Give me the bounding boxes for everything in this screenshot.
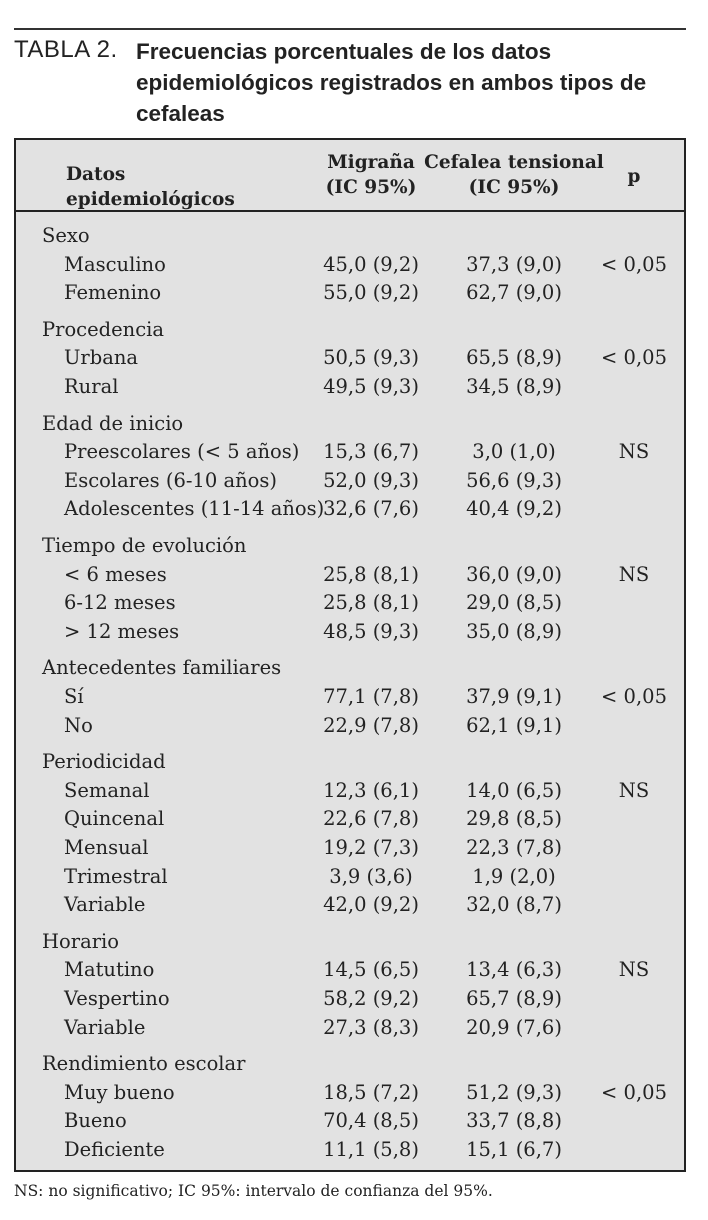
group-label: Tiempo de evolución	[42, 534, 247, 557]
row-label: Sí	[64, 685, 84, 708]
row-label: Femenino	[64, 281, 162, 305]
cell-migrana: 25,8 (8,1)	[323, 591, 419, 615]
cell-tensional: 1,9 (2,0)	[472, 864, 556, 888]
header-migrana-line2: (IC 95%)	[325, 177, 417, 198]
table-row	[16, 373, 684, 401]
table-row	[16, 805, 684, 833]
table-label: TABLA 2.	[14, 36, 118, 63]
cell-tensional: 65,7 (8,9)	[466, 987, 562, 1010]
row-label: Deficiente	[64, 1138, 165, 1161]
table-header	[16, 140, 684, 212]
cell-migrana: 32,6 (7,6)	[323, 497, 419, 521]
table-row	[16, 985, 684, 1013]
group-label: Edad de inicio	[42, 411, 184, 435]
row-label: > 12 meses	[64, 619, 180, 643]
row-label: Trimestral	[64, 864, 168, 888]
table-row	[16, 1107, 684, 1135]
cell-tensional: 51,2 (9,3)	[466, 1080, 562, 1104]
header-tensional	[422, 150, 606, 200]
cell-tensional: 37,9 (9,1)	[466, 685, 562, 708]
cell-migrana: 19,2 (7,3)	[323, 836, 419, 859]
cell-tensional: 62,7 (9,0)	[466, 281, 562, 305]
table-row	[16, 251, 684, 279]
row-label: Matutino	[64, 958, 155, 982]
cell-migrana: 14,5 (6,5)	[323, 958, 419, 982]
table-row	[16, 344, 684, 372]
row-label: Rural	[64, 375, 119, 398]
cell-tensional: 37,3 (9,0)	[466, 252, 562, 276]
row-label: Urbana	[64, 346, 139, 370]
group-row	[16, 532, 684, 560]
row-label: Quincenal	[64, 807, 165, 831]
cell-migrana: 12,3 (6,1)	[323, 778, 419, 802]
cell-migrana: 55,0 (9,2)	[323, 281, 419, 305]
table-row	[16, 891, 684, 919]
header-tensional-line2: (IC 95%)	[468, 177, 560, 198]
cell-p: NS	[618, 778, 650, 802]
cell-tensional: 34,5 (8,9)	[466, 375, 562, 398]
cell-tensional: 13,4 (6,3)	[466, 958, 562, 982]
row-label: No	[64, 713, 93, 737]
cell-tensional: 29,8 (8,5)	[466, 807, 562, 831]
cell-migrana: 22,9 (7,8)	[323, 713, 419, 737]
group-label: Procedencia	[42, 317, 165, 341]
table-row	[16, 1136, 684, 1164]
cell-tensional: 36,0 (9,0)	[466, 562, 562, 586]
group-row	[16, 1050, 684, 1078]
footnote: NS: no significativo; IC 95%: intervalo de confianza del 95%.	[14, 1182, 493, 1200]
cell-tensional: 15,1 (6,7)	[466, 1138, 562, 1161]
group-label: Periodicidad	[42, 750, 166, 774]
group-row	[16, 222, 684, 250]
row-label: Mensual	[64, 836, 149, 859]
table-row	[16, 863, 684, 891]
cell-migrana: 15,3 (6,7)	[323, 440, 419, 464]
cell-tensional: 35,0 (8,9)	[466, 619, 562, 643]
header-migrana-line1: Migraña	[327, 152, 415, 173]
table-row	[16, 683, 684, 711]
cell-tensional: 22,3 (7,8)	[466, 836, 562, 859]
table-row	[16, 1079, 684, 1107]
row-label: 6-12 meses	[64, 591, 176, 615]
row-label: Variable	[64, 893, 146, 917]
group-row	[16, 748, 684, 776]
table-row	[16, 495, 684, 523]
table-title: Frecuencias porcentuales de los datos epidemiológicos registrados en ambos tipos de cefaleas	[136, 39, 647, 126]
row-label: Variable	[64, 1015, 146, 1039]
table-row	[16, 467, 684, 495]
cell-tensional: 29,0 (8,5)	[466, 591, 562, 615]
group-row	[16, 316, 684, 344]
table-row	[16, 438, 684, 466]
row-label: Escolares (6-10 años)	[64, 468, 277, 492]
group-label: Antecedentes familiares	[42, 656, 282, 680]
table-row	[16, 561, 684, 589]
cell-tensional: 20,9 (7,6)	[466, 1015, 562, 1039]
cell-p: < 0,05	[601, 346, 667, 370]
cell-tensional: 56,6 (9,3)	[466, 468, 562, 492]
header-tensional-line1: Cefalea tensional	[424, 152, 604, 173]
table-row	[16, 777, 684, 805]
cell-migrana: 11,1 (5,8)	[323, 1138, 419, 1161]
cell-tensional: 62,1 (9,1)	[466, 713, 562, 737]
table-row	[16, 618, 684, 646]
cell-migrana: 18,5 (7,2)	[323, 1080, 419, 1104]
cell-migrana: 25,8 (8,1)	[323, 562, 419, 586]
cell-p: NS	[618, 440, 650, 464]
row-label: Masculino	[64, 252, 166, 276]
table-row	[16, 279, 684, 307]
cell-migrana: 3,9 (3,6)	[329, 864, 413, 888]
data-table	[14, 138, 686, 1172]
cell-p: < 0,05	[601, 1080, 667, 1104]
cell-tensional: 32,0 (8,7)	[466, 893, 562, 917]
row-label: Muy bueno	[64, 1080, 175, 1104]
cell-migrana: 48,5 (9,3)	[323, 619, 419, 643]
cell-p: < 0,05	[601, 252, 667, 276]
row-label: Preescolares (< 5 años)	[64, 440, 300, 464]
cell-tensional: 3,0 (1,0)	[472, 440, 556, 464]
row-label: Adolescentes (11-14 años)	[64, 497, 325, 521]
row-label: Vespertino	[64, 987, 170, 1010]
group-label: Horario	[42, 929, 119, 953]
cell-p: < 0,05	[601, 685, 667, 708]
header-p: p	[627, 166, 641, 187]
cell-p: NS	[618, 958, 650, 982]
group-label: Rendimiento escolar	[42, 1052, 246, 1076]
cell-migrana: 27,3 (8,3)	[323, 1015, 419, 1039]
group-row	[16, 928, 684, 956]
cell-migrana: 45,0 (9,2)	[323, 252, 419, 276]
cell-tensional: 40,4 (9,2)	[466, 497, 562, 521]
cell-migrana: 50,5 (9,3)	[323, 346, 419, 370]
cell-migrana: 77,1 (7,8)	[323, 685, 419, 708]
row-label: Bueno	[64, 1109, 127, 1133]
row-label: Semanal	[64, 778, 150, 802]
cell-migrana: 42,0 (9,2)	[323, 893, 419, 917]
cell-migrana: 58,2 (9,2)	[323, 987, 419, 1010]
cell-migrana: 49,5 (9,3)	[323, 375, 419, 398]
group-row	[16, 654, 684, 682]
cell-tensional: 65,5 (8,9)	[466, 346, 562, 370]
table-row	[16, 1014, 684, 1042]
cell-migrana: 70,4 (8,5)	[323, 1109, 419, 1133]
cell-tensional: 33,7 (8,8)	[466, 1109, 562, 1133]
table-row	[16, 834, 684, 862]
cell-migrana: 22,6 (7,8)	[323, 807, 419, 831]
table-row	[16, 589, 684, 617]
header-migrana	[312, 150, 430, 200]
cell-p: NS	[618, 562, 650, 586]
top-rule	[14, 28, 686, 30]
group-label: Sexo	[42, 224, 90, 247]
cell-migrana: 52,0 (9,3)	[323, 468, 419, 492]
row-label: < 6 meses	[64, 562, 167, 586]
cell-tensional: 14,0 (6,5)	[466, 778, 562, 802]
table-row	[16, 956, 684, 984]
table-row	[16, 712, 684, 740]
group-row	[16, 410, 684, 438]
header-datos: Datos epidemiológicos	[66, 164, 235, 210]
